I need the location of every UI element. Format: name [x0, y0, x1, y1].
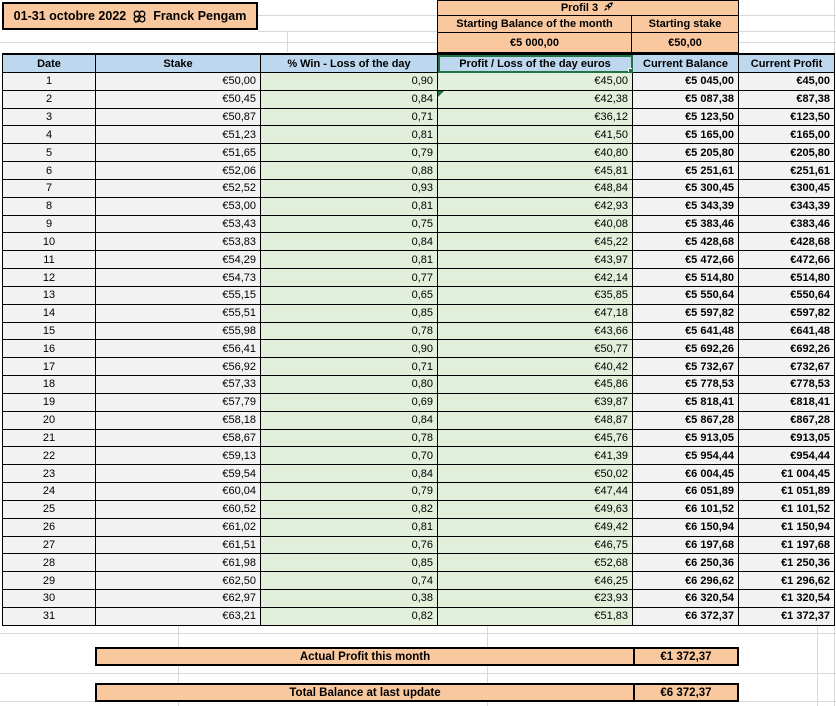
cell-current-balance[interactable]: €6 004,45 — [633, 465, 739, 483]
cell-date[interactable]: 26 — [3, 519, 96, 537]
cell-win-pct[interactable]: 0,90 — [261, 340, 438, 358]
cell-profit-day[interactable]: €35,85 — [438, 287, 633, 305]
actual-profit-label: Actual Profit this month — [299, 650, 431, 663]
gridline-h — [0, 42, 437, 43]
cell-date[interactable]: 22 — [3, 447, 96, 465]
cell-profit-day[interactable]: €47,44 — [438, 483, 633, 501]
cell-win-pct[interactable]: 0,71 — [261, 358, 438, 376]
starting-stake-label: Starting stake — [648, 18, 722, 30]
cell-win-pct[interactable]: 0,85 — [261, 305, 438, 323]
cell-profit-day[interactable]: €43,66 — [438, 323, 633, 341]
cell-current-balance[interactable]: €5 641,48 — [633, 323, 739, 341]
cell-date[interactable]: 3 — [3, 109, 96, 127]
cell-current-balance[interactable]: €5 472,66 — [633, 251, 739, 269]
cell-profit-day[interactable]: €41,50 — [438, 126, 633, 144]
cell-current-profit[interactable]: €641,48 — [739, 323, 835, 341]
starting-balance-value: €5 000,00 — [510, 36, 559, 49]
cell-current-profit[interactable]: €343,39 — [739, 198, 835, 216]
cell-stake[interactable]: €53,43 — [96, 216, 261, 234]
cell-profit-day[interactable]: €45,86 — [438, 376, 633, 394]
starting-balance-label: Starting Balance of the month — [456, 18, 613, 30]
cell-profit-day[interactable]: €42,38 — [438, 91, 633, 109]
cell-current-profit[interactable]: €597,82 — [739, 305, 835, 323]
header-win-pct[interactable]: % Win - Loss of the day — [261, 55, 438, 73]
cell-current-profit[interactable]: €954,44 — [739, 447, 835, 465]
cell-date[interactable]: 1 — [3, 73, 96, 91]
cell-profit-day[interactable]: €40,08 — [438, 216, 633, 234]
total-balance-value: €6 372,37 — [660, 686, 712, 699]
gridline-h — [738, 15, 836, 16]
cell-current-balance[interactable]: €5 867,28 — [633, 412, 739, 430]
selection-fill-handle[interactable] — [628, 68, 633, 73]
cell-current-balance[interactable]: €5 913,05 — [633, 430, 739, 448]
cell-stake[interactable]: €57,79 — [96, 394, 261, 412]
cell-win-pct[interactable]: 0,71 — [261, 109, 438, 127]
cell-profit-day[interactable]: €47,18 — [438, 305, 633, 323]
cell-stake[interactable]: €62,50 — [96, 572, 261, 590]
cell-current-balance[interactable]: €6 296,62 — [633, 572, 739, 590]
cell-date[interactable]: 29 — [3, 572, 96, 590]
cell-profit-day[interactable]: €48,87 — [438, 412, 633, 430]
cell-current-balance[interactable]: €5 205,80 — [633, 144, 739, 162]
cell-stake[interactable]: €50,45 — [96, 91, 261, 109]
data-grid — [2, 53, 835, 626]
cell-profit-day[interactable]: €42,93 — [438, 198, 633, 216]
cell-stake[interactable]: €59,54 — [96, 465, 261, 483]
cell-profit-day[interactable]: €23,93 — [438, 590, 633, 608]
total-balance-label-cell[interactable] — [97, 685, 635, 700]
cell-date[interactable]: 20 — [3, 412, 96, 430]
cell-stake[interactable]: €51,23 — [96, 126, 261, 144]
cell-current-balance[interactable]: €5 692,26 — [633, 340, 739, 358]
cell-stake[interactable]: €61,98 — [96, 554, 261, 572]
cell-win-pct[interactable]: 0,81 — [261, 198, 438, 216]
cell-date[interactable]: 11 — [3, 251, 96, 269]
cell-current-profit[interactable]: €1 250,36 — [739, 554, 835, 572]
cell-current-balance[interactable]: €5 045,00 — [633, 73, 739, 91]
cell-profit-day[interactable]: €42,14 — [438, 269, 633, 287]
cell-stake[interactable]: €58,18 — [96, 412, 261, 430]
cell-current-profit[interactable]: €300,45 — [739, 180, 835, 198]
gridline-h — [738, 42, 836, 43]
header-current-balance[interactable]: Current Balance — [633, 55, 739, 73]
actual-profit-value-cell[interactable] — [635, 649, 737, 664]
period-label: 01-31 octobre 2022 — [13, 9, 127, 23]
cell-win-pct[interactable]: 0,84 — [261, 91, 438, 109]
cell-current-balance[interactable]: €6 051,89 — [633, 483, 739, 501]
cell-date[interactable]: 30 — [3, 590, 96, 608]
gridline-v — [287, 31, 288, 52]
cell-stake[interactable]: €57,33 — [96, 376, 261, 394]
period-author-cell[interactable] — [2, 2, 258, 30]
cell-profit-day[interactable]: €41,39 — [438, 447, 633, 465]
header-current-profit[interactable]: Current Profit — [739, 55, 835, 73]
cell-profit-day[interactable]: €45,00 — [438, 73, 633, 91]
cell-current-balance[interactable]: €5 300,45 — [633, 180, 739, 198]
cell-win-pct[interactable]: 0,82 — [261, 608, 438, 626]
cell-win-pct[interactable]: 0,84 — [261, 412, 438, 430]
actual-profit-value: €1 372,37 — [660, 650, 712, 663]
cell-current-balance[interactable]: €5 818,41 — [633, 394, 739, 412]
cell-stake[interactable]: €62,97 — [96, 590, 261, 608]
actual-profit-label-cell[interactable] — [97, 649, 635, 664]
cell-date[interactable]: 31 — [3, 608, 96, 626]
cell-profit-day[interactable]: €46,25 — [438, 572, 633, 590]
cell-current-profit[interactable]: €913,05 — [739, 430, 835, 448]
profile-block — [437, 0, 739, 53]
cell-profit-day[interactable]: €40,42 — [438, 358, 633, 376]
author-label: Franck Pengam — [153, 9, 247, 23]
cell-current-profit[interactable]: €428,68 — [739, 233, 835, 251]
cell-stake[interactable]: €50,00 — [96, 73, 261, 91]
cell-date[interactable]: 25 — [3, 501, 96, 519]
cell-stake[interactable]: €61,51 — [96, 537, 261, 555]
header-stake[interactable]: Stake — [96, 55, 261, 73]
cell-profit-day[interactable]: €48,84 — [438, 180, 633, 198]
cell-current-balance[interactable]: €6 372,37 — [633, 608, 739, 626]
cell-stake[interactable]: €50,87 — [96, 109, 261, 127]
cell-profit-day[interactable]: €49,63 — [438, 501, 633, 519]
cell-win-pct[interactable]: 0,84 — [261, 233, 438, 251]
cell-current-profit[interactable]: €1 296,62 — [739, 572, 835, 590]
cell-stake[interactable]: €51,65 — [96, 144, 261, 162]
cell-date[interactable]: 6 — [3, 162, 96, 180]
cell-current-profit[interactable]: €514,80 — [739, 269, 835, 287]
cell-stake[interactable]: €54,29 — [96, 251, 261, 269]
starting-stake-label-cell[interactable] — [632, 16, 738, 33]
cell-stake[interactable]: €53,83 — [96, 233, 261, 251]
gridline-h — [258, 15, 437, 16]
cell-current-balance[interactable]: €5 343,39 — [633, 198, 739, 216]
cell-profit-day[interactable]: €46,75 — [438, 537, 633, 555]
cell-current-balance[interactable]: €5 954,44 — [633, 447, 739, 465]
cell-win-pct[interactable]: 0,81 — [261, 126, 438, 144]
cell-profit-day[interactable]: €45,76 — [438, 430, 633, 448]
cell-profit-day[interactable]: €50,02 — [438, 465, 633, 483]
cell-current-profit[interactable]: €1 197,68 — [739, 537, 835, 555]
cell-stake[interactable]: €56,92 — [96, 358, 261, 376]
cell-win-pct[interactable]: 0,82 — [261, 501, 438, 519]
cell-stake[interactable]: €60,52 — [96, 501, 261, 519]
cell-current-balance[interactable]: €6 197,68 — [633, 537, 739, 555]
cell-current-profit[interactable]: €1 320,54 — [739, 590, 835, 608]
cell-current-profit[interactable]: €818,41 — [739, 394, 835, 412]
cell-current-balance[interactable]: €5 514,80 — [633, 269, 739, 287]
gridline-h — [0, 673, 836, 674]
cell-profit-day[interactable]: €50,77 — [438, 340, 633, 358]
header-profit-day-label: Profit / Loss of the day euros — [459, 57, 611, 70]
cell-win-pct[interactable]: 0,38 — [261, 590, 438, 608]
cell-win-pct[interactable]: 0,88 — [261, 162, 438, 180]
cell-current-balance[interactable]: €5 597,82 — [633, 305, 739, 323]
gridline-h — [258, 31, 437, 32]
cell-current-balance[interactable]: €5 251,61 — [633, 162, 739, 180]
cell-profit-day[interactable]: €51,83 — [438, 608, 633, 626]
cell-date[interactable]: 28 — [3, 554, 96, 572]
actual-profit-row — [95, 647, 739, 666]
cell-date[interactable]: 2 — [3, 91, 96, 109]
cell-current-profit[interactable]: €1 101,52 — [739, 501, 835, 519]
cell-current-balance[interactable]: €6 250,36 — [633, 554, 739, 572]
cell-win-pct[interactable]: 0,81 — [261, 251, 438, 269]
cell-date[interactable]: 9 — [3, 216, 96, 234]
cell-date[interactable]: 4 — [3, 126, 96, 144]
cell-profit-day[interactable]: €40,80 — [438, 144, 633, 162]
cell-current-balance[interactable]: €5 428,68 — [633, 233, 739, 251]
cell-win-pct[interactable]: 0,77 — [261, 269, 438, 287]
header-date[interactable]: Date — [3, 55, 96, 73]
cell-profit-day[interactable]: €49,42 — [438, 519, 633, 537]
cell-current-balance[interactable]: €5 383,46 — [633, 216, 739, 234]
cell-win-pct[interactable]: 0,65 — [261, 287, 438, 305]
rocket-icon — [602, 1, 615, 16]
cell-stake[interactable]: €53,00 — [96, 198, 261, 216]
cell-stake[interactable]: €52,52 — [96, 180, 261, 198]
cell-date[interactable]: 16 — [3, 340, 96, 358]
starting-balance-value-cell[interactable] — [438, 33, 632, 52]
profile-title-cell[interactable] — [438, 1, 738, 16]
cell-win-pct[interactable]: 0,93 — [261, 180, 438, 198]
cell-profit-day[interactable]: €45,81 — [438, 162, 633, 180]
cell-date[interactable]: 18 — [3, 376, 96, 394]
cell-win-pct[interactable]: 0,79 — [261, 144, 438, 162]
cell-profit-day[interactable]: €43,97 — [438, 251, 633, 269]
cell-current-profit[interactable]: €165,00 — [739, 126, 835, 144]
profile-title: Profil 3 — [560, 2, 599, 14]
cell-current-profit[interactable]: €87,38 — [739, 91, 835, 109]
cell-current-balance[interactable]: €6 150,94 — [633, 519, 739, 537]
cell-stake[interactable]: €58,67 — [96, 430, 261, 448]
cell-current-profit[interactable]: €1 004,45 — [739, 465, 835, 483]
cell-win-pct[interactable]: 0,90 — [261, 73, 438, 91]
cell-current-profit[interactable]: €45,00 — [739, 73, 835, 91]
cell-stake[interactable]: €55,15 — [96, 287, 261, 305]
cell-stake[interactable]: €63,21 — [96, 608, 261, 626]
cell-current-profit[interactable]: €778,53 — [739, 376, 835, 394]
cell-current-profit[interactable]: €123,50 — [739, 109, 835, 127]
cell-current-profit[interactable]: €1 051,89 — [739, 483, 835, 501]
clover-icon — [132, 9, 147, 24]
cell-date[interactable]: 7 — [3, 180, 96, 198]
cell-current-balance[interactable]: €5 778,53 — [633, 376, 739, 394]
cell-current-profit[interactable]: €867,28 — [739, 412, 835, 430]
cell-current-profit[interactable]: €383,46 — [739, 216, 835, 234]
cell-current-balance[interactable]: €5 165,00 — [633, 126, 739, 144]
cell-current-profit[interactable]: €205,80 — [739, 144, 835, 162]
cell-win-pct[interactable]: 0,85 — [261, 554, 438, 572]
cell-win-pct[interactable]: 0,79 — [261, 483, 438, 501]
cell-date[interactable]: 23 — [3, 465, 96, 483]
cell-current-profit[interactable]: €1 150,94 — [739, 519, 835, 537]
cell-current-balance[interactable]: €5 550,64 — [633, 287, 739, 305]
cell-current-profit[interactable]: €251,61 — [739, 162, 835, 180]
cell-date[interactable]: 10 — [3, 233, 96, 251]
cell-date[interactable]: 15 — [3, 323, 96, 341]
cell-win-pct[interactable]: 0,69 — [261, 394, 438, 412]
starting-stake-value: €50,00 — [668, 36, 702, 49]
cell-current-balance[interactable]: €6 101,52 — [633, 501, 739, 519]
cell-stake[interactable]: €59,13 — [96, 447, 261, 465]
cell-current-balance[interactable]: €5 732,67 — [633, 358, 739, 376]
cell-stake[interactable]: €54,73 — [96, 269, 261, 287]
total-balance-row — [95, 683, 739, 702]
cell-win-pct[interactable]: 0,78 — [261, 323, 438, 341]
cell-date[interactable]: 14 — [3, 305, 96, 323]
cell-stake[interactable]: €52,06 — [96, 162, 261, 180]
cell-win-pct[interactable]: 0,78 — [261, 430, 438, 448]
cell-date[interactable]: 5 — [3, 144, 96, 162]
total-balance-label: Total Balance at last update — [289, 686, 441, 699]
cell-stake[interactable]: €61,02 — [96, 519, 261, 537]
cell-date[interactable]: 27 — [3, 537, 96, 555]
cell-current-balance[interactable]: €5 123,50 — [633, 109, 739, 127]
cell-current-profit[interactable]: €692,26 — [739, 340, 835, 358]
cell-profit-day[interactable]: €36,12 — [438, 109, 633, 127]
gridline-h — [0, 633, 836, 634]
cell-win-pct[interactable]: 0,84 — [261, 465, 438, 483]
cell-win-pct[interactable]: 0,80 — [261, 376, 438, 394]
cell-current-profit[interactable]: €732,67 — [739, 358, 835, 376]
cell-win-pct[interactable]: 0,75 — [261, 216, 438, 234]
cell-current-balance[interactable]: €6 320,54 — [633, 590, 739, 608]
cell-date[interactable]: 12 — [3, 269, 96, 287]
cell-date[interactable]: 17 — [3, 358, 96, 376]
starting-balance-label-cell[interactable] — [438, 16, 632, 33]
cell-win-pct[interactable]: 0,70 — [261, 447, 438, 465]
cell-current-profit[interactable]: €472,66 — [739, 251, 835, 269]
starting-stake-value-cell[interactable] — [632, 33, 738, 52]
cell-stake[interactable]: €55,51 — [96, 305, 261, 323]
cell-date[interactable]: 13 — [3, 287, 96, 305]
total-balance-value-cell[interactable] — [635, 685, 737, 700]
cell-current-profit[interactable]: €550,64 — [739, 287, 835, 305]
gridline-v — [817, 624, 818, 706]
cell-current-profit[interactable]: €1 372,37 — [739, 608, 835, 626]
cell-date[interactable]: 21 — [3, 430, 96, 448]
cell-stake[interactable]: €60,04 — [96, 483, 261, 501]
cell-win-pct[interactable]: 0,76 — [261, 537, 438, 555]
cell-profit-day[interactable]: €45,22 — [438, 233, 633, 251]
gridline-h — [738, 31, 836, 32]
header-profit-day-selected[interactable] — [438, 55, 633, 73]
cell-profit-day[interactable]: €39,87 — [438, 394, 633, 412]
cell-profit-day[interactable]: €52,68 — [438, 554, 633, 572]
cell-date[interactable]: 24 — [3, 483, 96, 501]
cell-date[interactable]: 8 — [3, 198, 96, 216]
cell-date[interactable]: 19 — [3, 394, 96, 412]
cell-win-pct[interactable]: 0,74 — [261, 572, 438, 590]
cell-current-balance[interactable]: €5 087,38 — [633, 91, 739, 109]
cell-stake[interactable]: €56,41 — [96, 340, 261, 358]
cell-stake[interactable]: €55,98 — [96, 323, 261, 341]
cell-win-pct[interactable]: 0,81 — [261, 519, 438, 537]
